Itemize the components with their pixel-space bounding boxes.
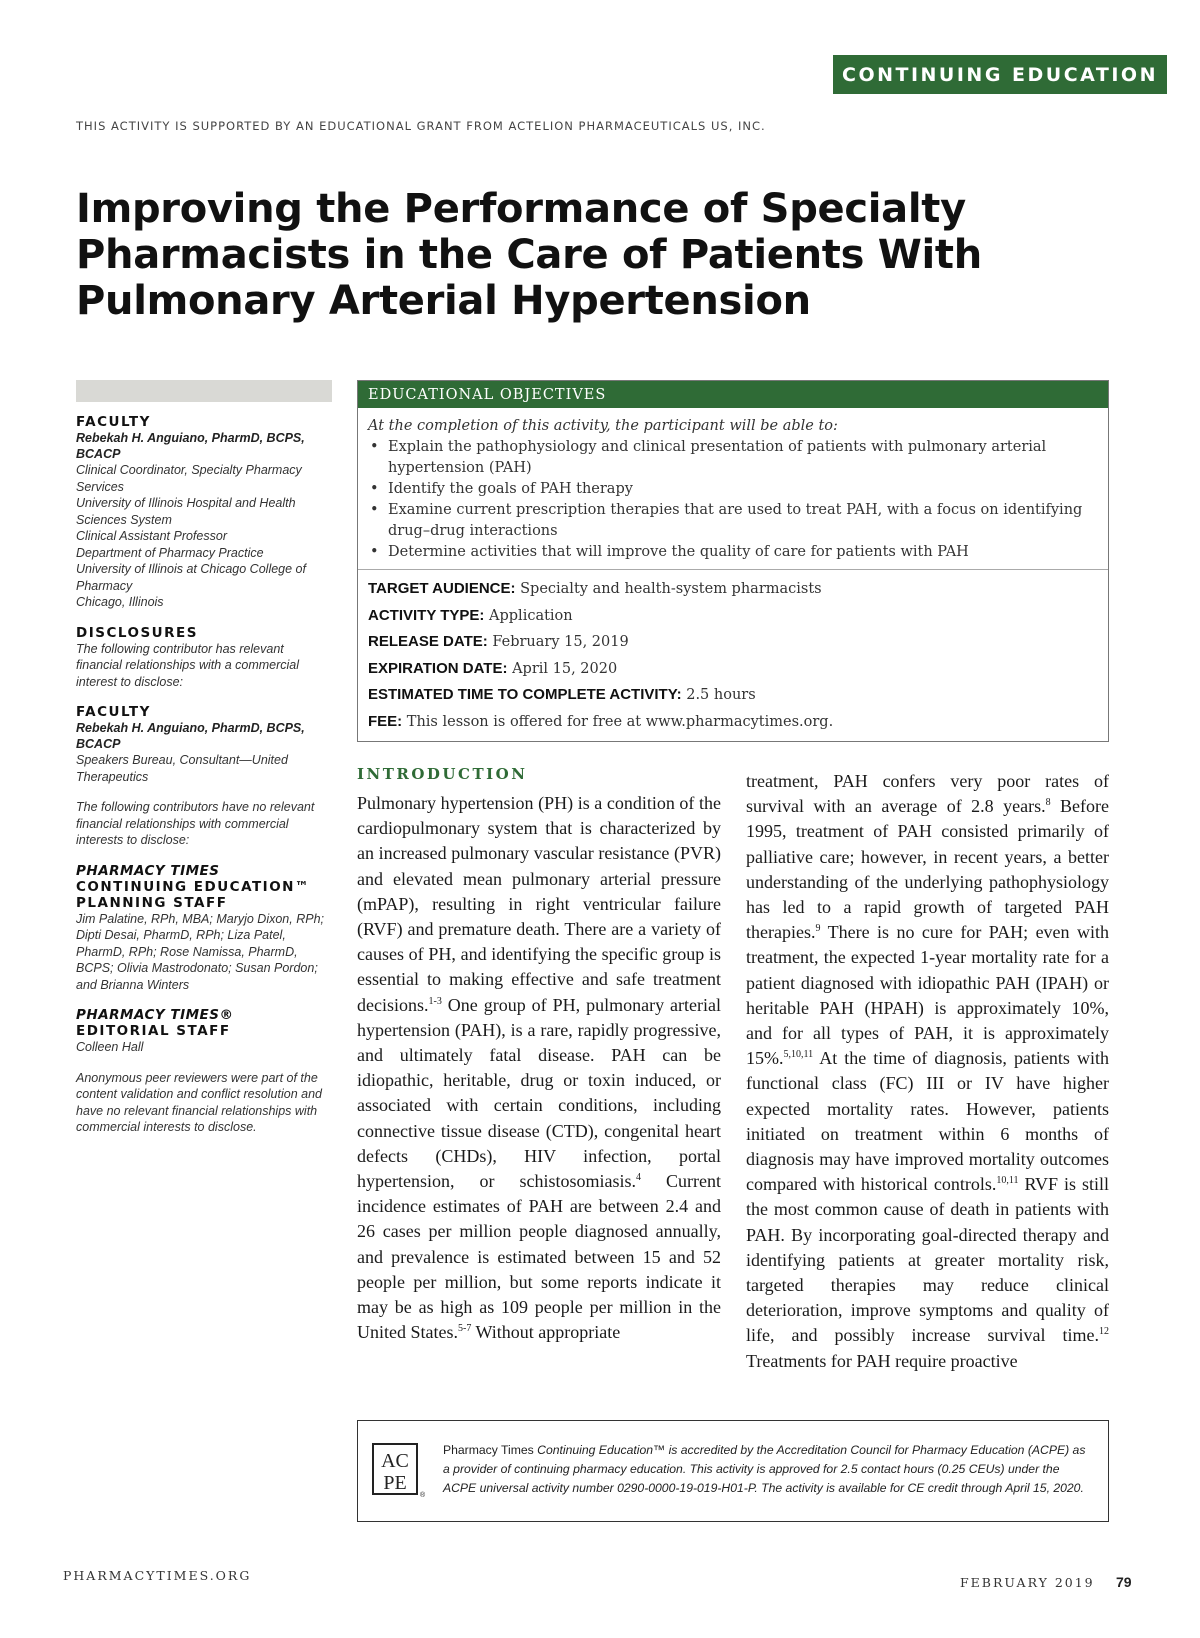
activity-type-value: Application [489,607,573,624]
editorial-heading-brand: PHARMACY TIMES® [76,1007,234,1023]
fee-value: This lesson is offered for free at www.pharmacytimes.org. [406,713,834,730]
release-date-label: RELEASE DATE: [368,633,488,650]
faculty-name: Rebekah H. Anguiano, PharmD, BCPS, BCACP [76,431,305,461]
activity-type-label: ACTIVITY TYPE: [368,606,485,624]
expiration-date [368,656,1098,683]
estimated-time-label: ESTIMATED TIME TO COMPLETE ACTIVITY: [368,686,682,703]
accreditation-text [443,1441,1093,1498]
target-audience-label: TARGET AUDIENCE: [368,580,516,597]
release-date-value: February 15, 2019 [492,634,629,650]
reference-marker: 4 [636,1172,642,1184]
fee [368,709,1098,736]
body-column-1 [357,791,721,1345]
peer-review-text: Anonymous peer reviewers were part of the content validation and conflict resolution and have no relevant financial relationships with commercial interests to disclose. [76,1070,322,1134]
reference-marker: 8 [1045,797,1051,809]
body-text: Treatments for PAH require proactive [746,1350,1018,1371]
body-text: Without appropriate [471,1322,621,1343]
expiration-date-label: EXPIRATION DATE: [368,659,508,677]
acpe-logo [372,1443,424,1499]
reference-marker: 5,10,11 [783,1049,814,1061]
accreditation-box [357,1420,1109,1522]
reference-marker: 9 [815,923,821,935]
release-date [368,629,1098,656]
objectives-heading: EDUCATIONAL OBJECTIVES [358,381,1108,408]
objectives-intro: At the completion of this activity, the participant will be able to: [368,418,838,434]
editorial-heading [76,1007,332,1039]
planning-heading [76,863,332,911]
accreditation-body: Continuing Education™ is accredited by the Accreditation Council for Pharmacy Education (ACPE) as a provider of continuing pharmacy education. This activity is approved for 2.5 contact hours (0.25 CEUs) under the ACPE universal activity number 0290-0000-19-019-H01-P. The activity is available for CE credit through April 15, 2020. [443,1443,1086,1495]
faculty2-name: Rebekah H. Anguiano, PharmD, BCPS, BCACP [76,721,305,751]
planning-heading-rest: CONTINUING EDUCATION™ PLANNING STAFF [76,878,310,911]
objectives-list [368,437,1098,563]
introduction-heading: INTRODUCTION [357,765,528,783]
accreditation-brand: Pharmacy Times [443,1443,534,1457]
body-text: There is no cure for PAH; even with treatment, the expected 1-year mortality rate for a patient diagnosed with idiopathic PAH (IPAH) or heritable PAH (HPAH) is approximately 10%, and for all types of PAH, it is approximately 15%. [746,922,1109,1069]
editorial-heading-rest: EDITORIAL STAFF [76,1023,231,1039]
fee-label: FEE: [368,712,403,730]
expiration-date-value: April 15, 2020 [512,660,618,677]
activity-type [368,603,1098,630]
objective-item: • Examine current prescription therapies that are used to treat PAH, with a focus on identifying drug–drug interactions [368,500,1098,542]
reference-marker: 1-3 [428,995,442,1007]
sidebar-bar [76,380,332,402]
body-text: Current incidence estimates of PAH are between 2.4 and 26 cases per million people diagnosed annually, and prevalence is estimated between 15 and 52 people per million, but some reports indicate it may be as high as 109 people per million in the United States. [357,1171,722,1343]
svg-text:®: ® [420,1492,426,1499]
target-audience [368,576,1098,603]
body-column-2 [746,769,1109,1374]
body-text: treatment, PAH confers very poor rates of survival with an average of 2.8 years. [746,771,1109,817]
page-number: 79 [1116,1574,1132,1590]
target-audience-value: Specialty and health-system pharmacists [520,581,822,597]
planning-heading-brand: PHARMACY TIMES [76,862,220,879]
objectives-box [357,380,1109,742]
faculty2-heading: FACULTY [76,704,151,720]
body-text: One group of PH, pulmonary arterial hypertension (PAH), is a rare, rapidly progressive, and ultimately fatal disease. PAH can be idiopathic, heritable, drug or toxin induced, or associated with certain conditions, including connective tissue disease (CTD), congenital heart defects (CHDs), HIV infection, portal hypertension, or schistosomiasis. [357,994,721,1192]
faculty-affiliation: Clinical Coordinator, Specialty Pharmacy Services University of Illinois Hospital and Health Sciences System Clinical Assistant Professor Department of Pharmacy Practice University of Illinois at Chicago College of Pharmacy Chicago, Illinois [76,463,306,609]
svg-text:PE: PE [383,1472,407,1494]
footer-site: PHARMACYTIMES.ORG [63,1568,252,1583]
body-text: Pulmonary hypertension (PH) is a condition of the cardiopulmonary system that is characterized by an increased pulmonary vascular resistance (PVR) and elevated mean pulmonary arterial pressure (mPAP), resulting in right ventricular failure (RVF) and premature death. There are a variety of causes of PH, and identifying the specific group is essential to making effective and safe treatment decisions. [357,793,721,1015]
objectives-divider [358,569,1108,570]
objective-item: • Explain the pathophysiology and clinical presentation of patients with pulmonary arterial hypertension (PAH) [368,437,1098,479]
objective-item: • Determine activities that will improve the quality of care for patients with PAH [368,542,1098,563]
reference-marker: 5-7 [458,1323,472,1335]
reference-marker: 10,11 [996,1175,1019,1187]
sidebar [76,380,332,1136]
grant-line: THIS ACTIVITY IS SUPPORTED BY AN EDUCATIONAL GRANT FROM ACTELION PHARMACEUTICALS US, INC. [76,119,766,133]
body-text: RVF is still the most common cause of death in patients with PAH. By incorporating goal-directed therapy and identifying patients at greater mortality risk, targeted therapies may reduce clinical deterioration, improve symptoms and quality of life, and possibly increase survival time. [746,1174,1110,1346]
faculty2-text: Speakers Bureau, Consultant—United Therapeutics [76,753,288,784]
estimated-time [368,682,1098,709]
body-text: Before 1995, treatment of PAH consisted primarily of palliative care; however, in recent years, a better understanding of the underlying pathophysiology has led to a rapid growth of targeted PAH therapies. [746,796,1109,943]
article-title: Improving the Performance of Specialty Pharmacists in the Care of Patients With Pulmonary Arterial Hypertension [76,186,982,324]
section-banner: CONTINUING EDUCATION [833,55,1167,94]
no-relevant-text: The following contributors have no relevant financial relationships with commercial interests to disclose: [76,800,315,847]
editorial-staff: Colleen Hall [76,1040,144,1054]
body-text: At the time of diagnosis, patients with functional class (FC) III or IV have higher expected mortality rates. However, patients initiated on treatment within 6 months of diagnosis may have improved mortality outcomes compared with historical controls. [746,1048,1109,1195]
objective-item: • Identify the goals of PAH therapy [368,479,1098,500]
reference-marker: 12 [1099,1326,1109,1338]
planning-staff: Jim Palatine, RPh, MBA; Maryjo Dixon, RPh; Dipti Desai, PharmD, RPh; Liza Patel, PharmD, RPh; Rose Namissa, PharmD, BCPS; Olivia Mastrodonato; Susan Pordon; and Brianna Winters [76,911,324,992]
estimated-time-value: 2.5 hours [686,687,756,703]
disclosures-text: The following contributor has relevant financial relationships with a commercial interest to disclose: [76,641,300,689]
disclosures-heading: DISCLOSURES [76,624,198,641]
faculty-heading: FACULTY [76,414,151,430]
footer-date: FEBRUARY 2019 [960,1575,1095,1590]
svg-text:AC: AC [381,1450,409,1472]
